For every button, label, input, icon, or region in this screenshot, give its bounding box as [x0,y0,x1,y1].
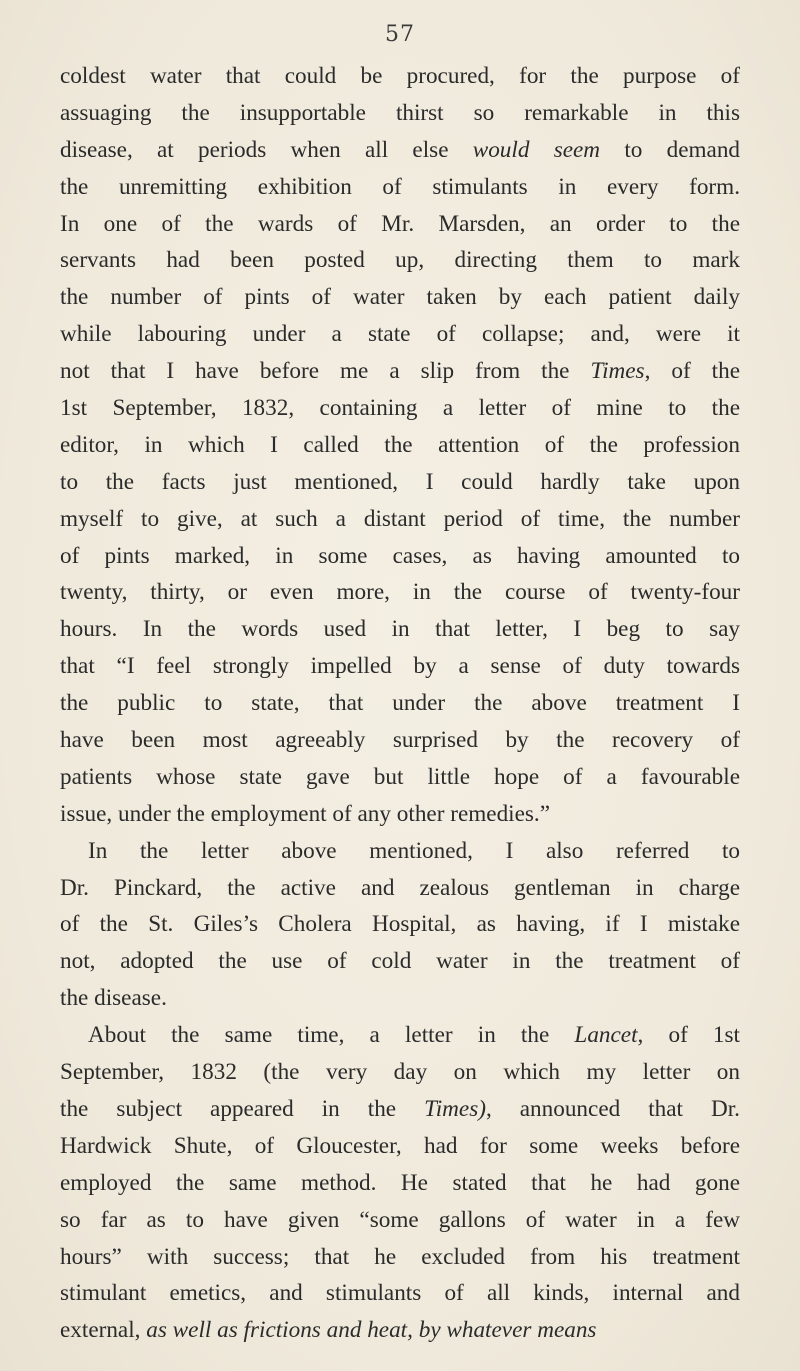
italic-text: would seem [472,136,601,163]
text-run: About the same time, a letter in the [88,1022,575,1049]
text-run: disease, at periods when all else [60,136,473,163]
text-line [60,353,740,390]
text-run: hours” with success; that he excluded from his treatment [60,1243,740,1270]
italic-text: Lancet [574,1022,638,1049]
text-run: Hardwick Shute, of Gloucester, had for some weeks before [60,1132,740,1159]
text-line [60,427,740,464]
text-line [60,390,740,427]
text-line [60,464,740,501]
text-line [60,538,740,575]
text-line [60,95,740,132]
text-run: 1st September, 1832, containing a letter of mine to the [60,395,740,422]
text-line [60,206,740,243]
text-run: of the St. Giles’s Cholera Hospital, as having, if I mistake [60,911,740,938]
text-line [60,833,740,870]
text-line [60,796,740,833]
text-run: In the letter above mentioned, I also referred to [88,837,740,864]
text-run: twenty, thirty, or even more, in the course of twenty-four [60,579,740,606]
text-line [60,169,740,206]
text-line [60,1054,740,1091]
text-run: employed the same method. He stated that he had gone [60,1169,740,1196]
text-run: servants had been posted up, directing them to mark [60,247,740,274]
text-run: coldest water that could be procured, for the purpose of [60,63,740,89]
text-line [60,943,740,980]
text-run: to demand [600,136,741,163]
body-text [60,58,740,1349]
text-line [60,870,740,907]
text-line [60,722,740,759]
italic-text: Times) [424,1095,486,1122]
text-run: , of the [644,358,740,385]
text-run: while labouring under a state of collapse; and, were it [60,321,740,348]
text-line [60,1091,740,1128]
text-line [60,1165,740,1202]
text-run: the public to state, that under the above treatment I [60,690,740,717]
text-line [60,685,740,722]
text-run: the number of pints of water taken by each patient daily [60,284,740,311]
text-run: to the facts just mentioned, I could hardly take upon [60,468,740,495]
text-line [60,906,740,943]
page-number: 57 [385,22,415,47]
text-run: , announced that Dr. [485,1095,740,1122]
text-line [60,980,740,1017]
text-line [60,1202,740,1239]
text-line [60,1017,740,1054]
text-run: issue, under the employment of any other remedies.” [60,800,551,827]
text-line [60,1239,740,1276]
text-run: so far as to have given “some gallons of water in a few [60,1206,740,1233]
text-line [60,316,740,353]
italic-text: Times [590,358,645,385]
text-run: that “I feel strongly impelled by a sense of duty towards [60,653,740,680]
text-line [60,58,740,95]
text-run: the unremitting exhibition of stimulants in every form. [60,173,740,200]
text-line [60,242,740,279]
text-run: Dr. Pinckard, the active and zealous gentleman in charge [60,874,740,901]
text-run: the subject appeared in the [60,1095,425,1122]
text-line [60,1275,740,1312]
text-run: myself to give, at such a distant period of time, the number [60,505,740,532]
text-run: editor, in which I called the attention of the profession [60,431,740,458]
text-line [60,1128,740,1165]
text-line [60,1312,740,1349]
text-line [60,759,740,796]
text-line [60,648,740,685]
text-run: not that I have before me a slip from the [60,358,591,385]
text-line [60,574,740,611]
text-line [60,611,740,648]
text-run: have been most agreeably surprised by the recovery of [60,727,740,754]
text-run: assuaging the insupportable thirst so remarkable in this [60,99,740,126]
text-run: stimulant emetics, and stimulants of all kinds, internal and [60,1280,740,1307]
text-run: not, adopted the use of cold water in the treatment of [60,948,740,975]
text-line [60,279,740,316]
text-line [60,132,740,169]
text-run: , of 1st [637,1022,740,1049]
text-line [60,501,740,538]
text-run: the disease. [60,985,167,1012]
italic-text: as well as frictions and heat, by whatever means [146,1317,597,1344]
text-run: external, [60,1317,147,1344]
text-run: September, 1832 (the very day on which my letter on [60,1059,740,1086]
text-run: patients whose state gave but little hope of a favourable [60,763,740,790]
text-run: hours. In the words used in that letter, I beg to say [60,616,740,643]
text-run: In one of the wards of Mr. Marsden, an order to the [60,210,740,237]
text-run: of pints marked, in some cases, as having amounted to [60,542,740,569]
